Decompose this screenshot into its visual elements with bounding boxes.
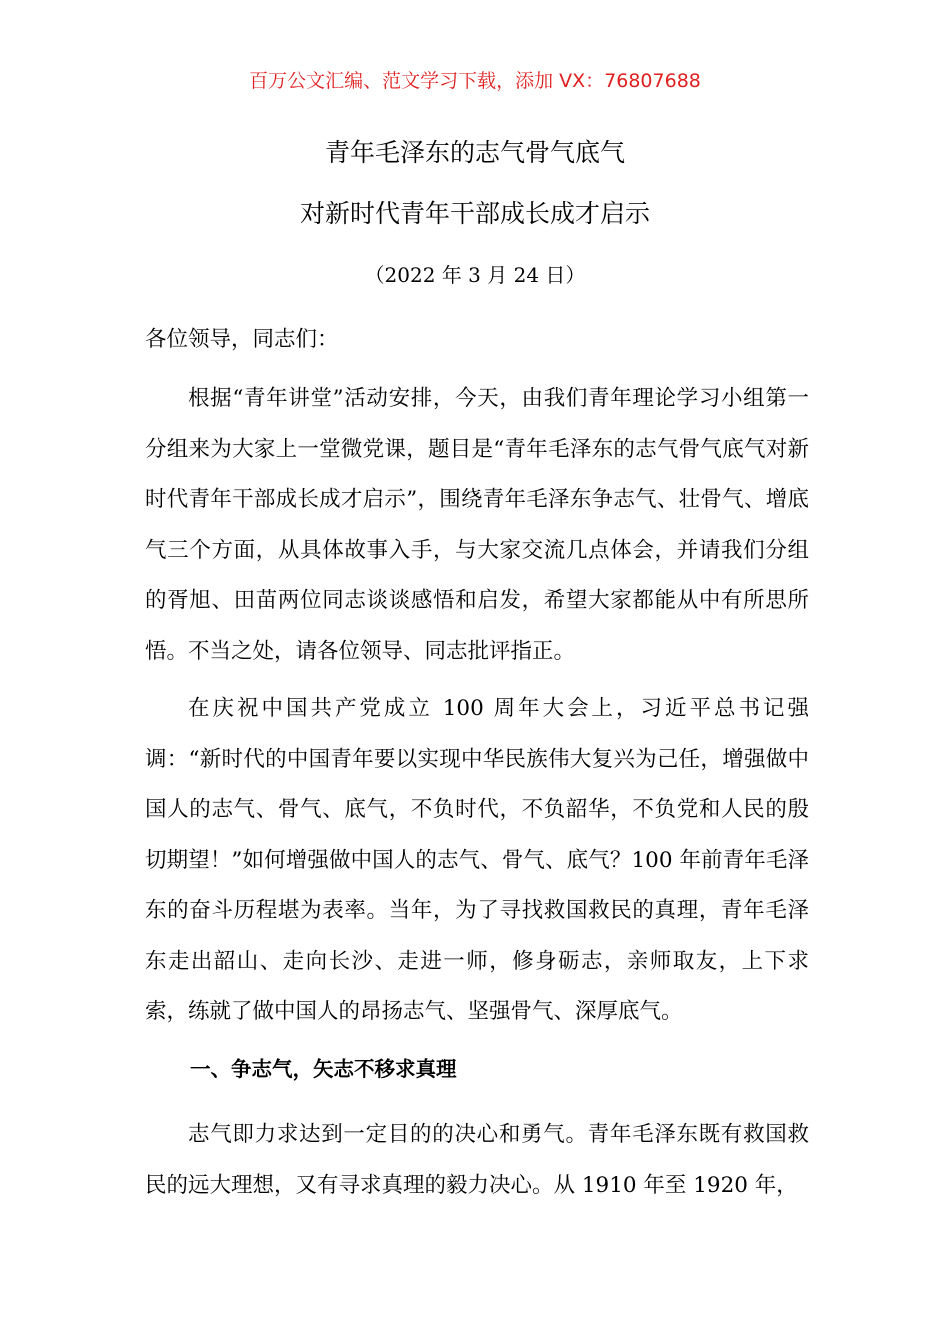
- header-banner: 百万公文汇编、范文学习下载，添加 VX：76807688: [249, 70, 701, 92]
- paragraph-quote: 在庆祝中国共产党成立 100 周年大会上，习近平总书记强调：“新时代的中国青年要以实现中华民族伟大复兴为己任，增强做中国人的志气、骨气、底气，不负时代，不负韶华，不负党和人民的殷切期望！”如何增强做中国人的志气、骨气、底气？100 年前青年毛泽东的奋斗历程堪为表率。当年，为了寻找救国救民的真理，青年毛泽东走出韶山、走向长沙、走进一师，修身砺志，亲师取友，上下求索，练就了做中国人的昂扬志气、坚强骨气、深厚底气。: [145, 696, 809, 1024]
- section-heading: 一、争志气，矢志不移求真理: [190, 1057, 457, 1081]
- salutation: 各位领导，同志们：: [145, 327, 339, 352]
- document-title-line1: 青年毛泽东的志气骨气底气: [324, 138, 625, 167]
- paragraph-intro: 根据“青年讲堂”活动安排，今天，由我们青年理论学习小组第一分组来为大家上一堂微党课，题目是“青年毛泽东的志气骨气底气对新时代青年干部成长成才启示”，围绕青年毛泽东争志气、壮骨气、增底气三个方面，从具体故事入手，与大家交流几点体会，并请我们分组的胥旭、田苗两位同志谈谈感悟和启发，希望大家都能从中有所思所悟。不当之处，请各位领导、同志批评指正。: [145, 386, 809, 664]
- section-paragraph: 志气即力求达到一定目的的决心和勇气。青年毛泽东既有救国救民的远大理想，又有寻求真理的毅力决心。从 1910 年至 1920 年，: [145, 1122, 809, 1198]
- document-date: （2022 年 3 月 24 日）: [364, 263, 586, 287]
- document-title-line2: 对新时代青年干部成长成才启示: [299, 199, 650, 228]
